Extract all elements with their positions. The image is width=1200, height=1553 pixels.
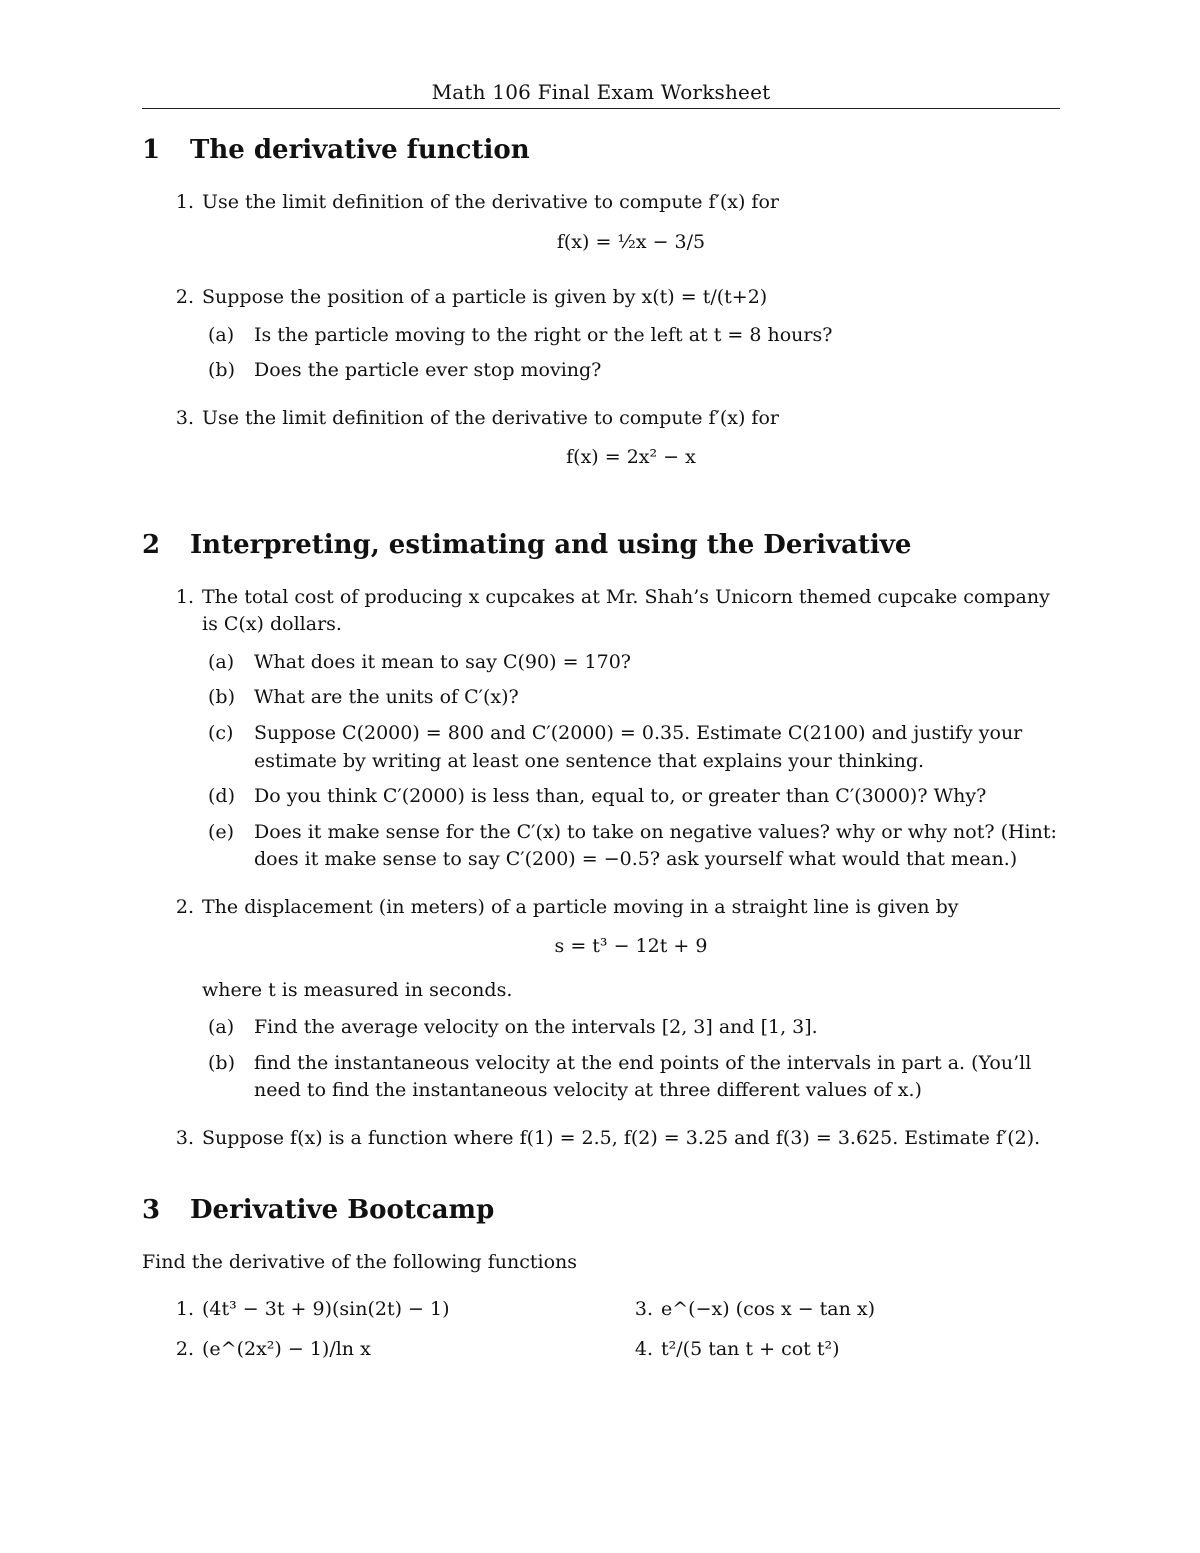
section-title: The derivative function bbox=[190, 135, 530, 165]
subpart: (b) What are the units of C′(x)? bbox=[208, 686, 519, 709]
section-1-heading bbox=[142, 135, 1060, 165]
equation: s = t³ − 12t + 9 bbox=[554, 935, 708, 958]
subpart: (a) What does it mean to say C(90) = 170? bbox=[208, 650, 631, 673]
problem-text: Suppose f(x) is a function where f(1) = 2.5, f(2) = 3.25 and f(3) = 3.625. Estimate f′(2). bbox=[202, 1127, 1041, 1150]
equation: f(x) = 2x² − x bbox=[566, 446, 696, 469]
bootcamp-item: 3. e^(−x) (cos x − tan x) bbox=[634, 1298, 876, 1321]
subpart: (b) find the instantaneous velocity at the end points of the intervals in part a. (You’ll need to find the instantaneous velocity at three different values of x.) bbox=[208, 1051, 1032, 1102]
problem-text: Use the limit definition of the derivative to compute f′(x) for bbox=[202, 406, 779, 429]
section-2-heading bbox=[142, 530, 1060, 560]
bootcamp-item: 2. (e^(2x²) − 1)/ln x bbox=[175, 1337, 371, 1360]
problem-1-3: 3. Use the limit definition of the derivative to compute f′(x) for f(x) = 2x² − x bbox=[142, 405, 1060, 488]
problem-2-2: 2. The displacement (in meters) of a particle moving in a straight line is given by s = t³ − 12t + 9 where t is measured in seconds. (a) Find the average velocity on the intervals [2, 3] and [1, 3]. (b) find the instantaneous velocity at the end points of the intervals in part a. (You’ll need to find the instantaneous velocity at three different values of x.) bbox=[142, 894, 1060, 1113]
problem-1-2: 2. Suppose the position of a particle is given by x(t) = t/(t+2) (a) Is the particle moving to the right or the left at t = 8 hours? (b) Does the particle ever stop moving? bbox=[142, 284, 1060, 393]
subpart: (d) Do you think C′(2000) is less than, equal to, or greater than C′(3000)? Why? bbox=[208, 785, 987, 808]
bootcamp-row bbox=[142, 1336, 1060, 1376]
section-title: Interpreting, estimating and using the Derivative bbox=[190, 529, 912, 560]
problem-text: The total cost of producing x cupcakes at Mr. Shah’s Unicorn themed cupcake company is C(x) dollars. bbox=[202, 585, 1050, 636]
section-intro: Find the derivative of the following functions bbox=[142, 1250, 578, 1273]
subpart: (e) Does it make sense for the C′(x) to take on negative values? why or why not? (Hint: does it make sense to say C′(200) = −0.5? ask yourself what would that mean.) bbox=[208, 820, 1057, 871]
bootcamp-row bbox=[142, 1296, 1060, 1336]
problem-text: Suppose the position of a particle is given by x(t) = t/(t+2) bbox=[202, 286, 768, 309]
subpart: (b) Does the particle ever stop moving? bbox=[208, 359, 602, 382]
problem-1-1: 1. Use the limit definition of the derivative to compute f′(x) for f(x) = ½x − 3/5 bbox=[142, 189, 1060, 272]
problem-followup: where t is measured in seconds. bbox=[202, 978, 513, 1001]
problem-text: Use the limit definition of the derivative to compute f′(x) for bbox=[202, 191, 779, 213]
problem-2-3: 3. Suppose f(x) is a function where f(1) = 2.5, f(2) = 3.25 and f(3) = 3.625. Estimate f′(2). bbox=[142, 1125, 1060, 1153]
section-number: 2 bbox=[142, 529, 161, 560]
worksheet-page bbox=[142, 80, 1060, 1375]
subpart: (c) Suppose C(2000) = 800 and C′(2000) = 0.35. Estimate C(2100) and justify your estimate by writing at least one sentence that explains your thinking. bbox=[208, 722, 1023, 772]
subpart: (a) Is the particle moving to the right or the left at t = 8 hours? bbox=[208, 323, 833, 346]
section-3-heading bbox=[142, 1195, 1060, 1225]
page-header: Math 106 Final Exam Worksheet bbox=[142, 80, 1060, 109]
bootcamp-item: 4. t²/(5 tan t + cot t²) bbox=[634, 1337, 840, 1360]
bootcamp-item: 1. (4t³ − 3t + 9)(sin(2t) − 1) bbox=[175, 1298, 450, 1321]
section-title: Derivative Bootcamp bbox=[190, 1194, 495, 1225]
section-number: 3 bbox=[142, 1194, 161, 1225]
problem-2-1: 1. The total cost of producing x cupcakes at Mr. Shah’s Unicorn themed cupcake company is C(x) dollars. (a) What does it mean to say C(90) = 170? (b) What are the units of C′(x)? (c) Suppose C(2000) = 800 and C′(2000) = 0.35. Estimate C(2100) and justify your estimate by writing at least one sentence that explains your thinking. (d) Do you think C′(2000) is less than, equal to, or greater than C′(3000)? Why? (e) Does it make sense for the C′(x) to take on negative values? why or why not? (Hint: does it make sense to say C′(200) = −0.5? ask yourself what would that mean.) bbox=[142, 584, 1060, 882]
section-number: 1 bbox=[142, 135, 161, 165]
subpart: (a) Find the average velocity on the intervals [2, 3] and [1, 3]. bbox=[208, 1016, 818, 1039]
problem-text: The displacement (in meters) of a particle moving in a straight line is given by bbox=[202, 895, 959, 918]
equation: f(x) = ½x − 3/5 bbox=[556, 230, 706, 253]
